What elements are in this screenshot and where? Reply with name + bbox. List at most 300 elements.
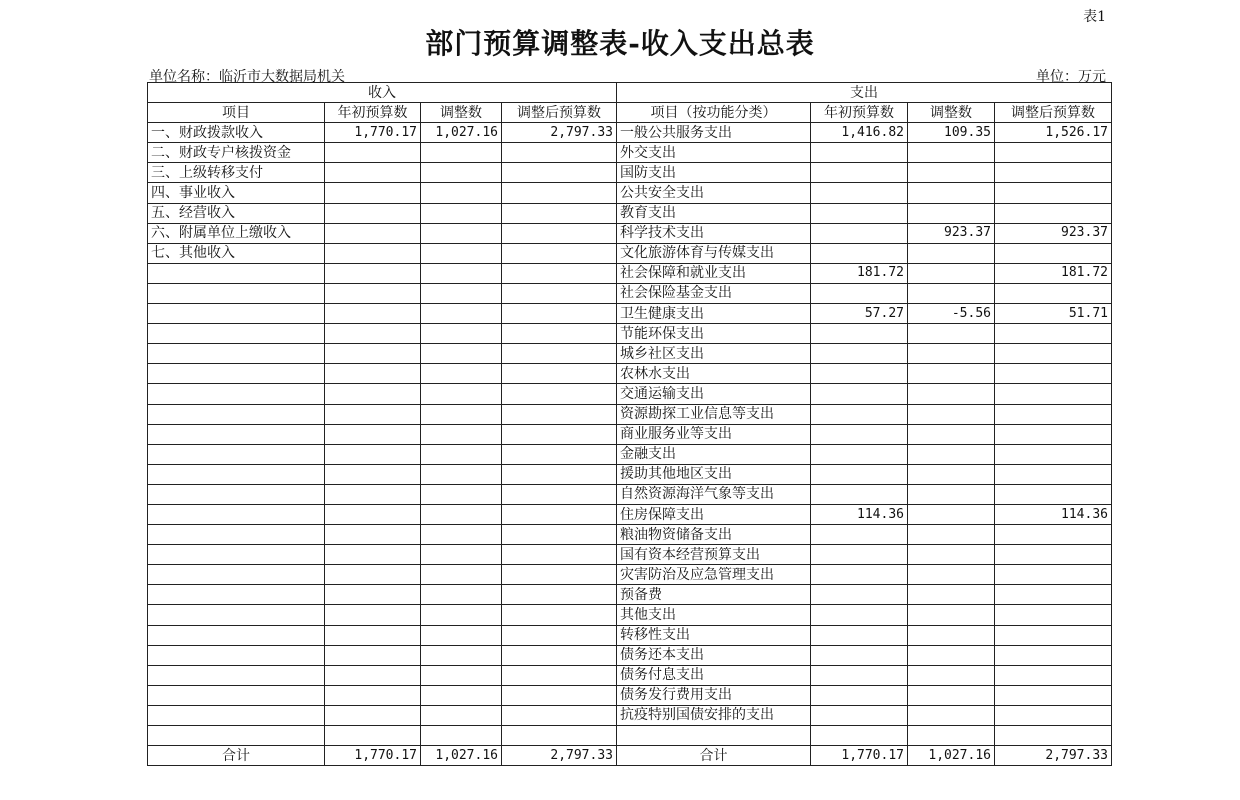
table-row (148, 705, 1112, 725)
table-row (148, 625, 1112, 645)
expense-initial-cell (811, 484, 908, 504)
income-adjusted-cell (502, 625, 617, 645)
unit-name-label: 单位名称：临沂市大数据局机关 (149, 69, 345, 85)
expense-item-cell: 抗疫特别国债安排的支出 (617, 705, 811, 725)
blank-row (148, 726, 1112, 746)
expense-adjusted-cell (995, 685, 1112, 705)
table-row (148, 484, 1112, 504)
empty-cell (617, 726, 811, 746)
expense-item-cell: 社会保险基金支出 (617, 283, 811, 303)
expense-initial-cell: 114.36 (811, 504, 908, 524)
income-initial-cell (325, 163, 421, 183)
empty-cell (908, 726, 995, 746)
table-row (148, 223, 1112, 243)
expense-initial-cell (811, 283, 908, 303)
expense-adjust-cell (908, 504, 995, 524)
income-adjusted-cell (502, 163, 617, 183)
income-adjusted-cell (502, 243, 617, 263)
income-adjusted-cell (502, 263, 617, 283)
column-header-income-item: 项目 (148, 103, 325, 123)
expense-item-cell: 农林水支出 (617, 364, 811, 384)
income-adjusted-cell (502, 404, 617, 424)
income-item-cell (148, 304, 325, 324)
expense-adjust-cell (908, 404, 995, 424)
expense-item-cell: 自然资源海洋气象等支出 (617, 484, 811, 504)
income-initial-cell (325, 324, 421, 344)
expense-initial-cell (811, 444, 908, 464)
income-initial-cell (325, 645, 421, 665)
expense-adjust-cell (908, 143, 995, 163)
table-row (148, 504, 1112, 524)
income-adjust-cell: 1,027.16 (421, 123, 502, 143)
expense-adjusted-cell (995, 464, 1112, 484)
income-adjust-cell (421, 424, 502, 444)
income-initial-cell (325, 243, 421, 263)
income-adjust-cell (421, 665, 502, 685)
expense-item-cell: 科学技术支出 (617, 223, 811, 243)
income-initial-cell (325, 545, 421, 565)
income-adjusted-cell (502, 484, 617, 504)
expense-adjust-cell (908, 545, 995, 565)
expense-initial-cell (811, 324, 908, 344)
income-item-cell (148, 424, 325, 444)
income-item-cell (148, 545, 325, 565)
column-header-income-initial: 年初预算数 (325, 103, 421, 123)
income-initial-cell (325, 444, 421, 464)
expense-initial-cell (811, 565, 908, 585)
income-adjust-cell (421, 223, 502, 243)
income-adjust-cell (421, 283, 502, 303)
income-item-cell (148, 585, 325, 605)
income-item-cell (148, 605, 325, 625)
income-adjust-cell (421, 685, 502, 705)
expense-initial-cell (811, 223, 908, 243)
expense-item-cell: 债务付息支出 (617, 665, 811, 685)
income-adjust-cell (421, 444, 502, 464)
income-item-cell (148, 444, 325, 464)
income-adjusted-cell (502, 344, 617, 364)
expense-item-cell: 援助其他地区支出 (617, 464, 811, 484)
income-adjusted-cell (502, 203, 617, 223)
expense-adjusted-cell (995, 404, 1112, 424)
income-initial-cell (325, 585, 421, 605)
expense-adjust-cell (908, 183, 995, 203)
expense-adjusted-cell (995, 525, 1112, 545)
table-row (148, 283, 1112, 303)
table-row (148, 404, 1112, 424)
table-row (148, 364, 1112, 384)
income-adjust-cell (421, 525, 502, 545)
expense-adjusted-cell: 51.71 (995, 304, 1112, 324)
income-initial-cell (325, 183, 421, 203)
income-initial-cell (325, 344, 421, 364)
expense-adjust-cell (908, 283, 995, 303)
income-adjust-cell (421, 364, 502, 384)
expense-initial-cell (811, 645, 908, 665)
expense-adjust-cell (908, 625, 995, 645)
table-row (148, 444, 1112, 464)
expense-initial-cell (811, 525, 908, 545)
expense-adjust-cell (908, 705, 995, 725)
expense-item-cell: 文化旅游体育与传媒支出 (617, 243, 811, 263)
income-adjusted-cell: 2,797.33 (502, 123, 617, 143)
expense-item-cell: 商业服务业等支出 (617, 424, 811, 444)
table-row (148, 685, 1112, 705)
income-initial-cell (325, 464, 421, 484)
income-section-header: 收入 (148, 83, 617, 103)
income-item-cell (148, 645, 325, 665)
expense-initial-cell: 181.72 (811, 263, 908, 283)
column-header-expense-initial: 年初预算数 (811, 103, 908, 123)
total-row (148, 746, 1112, 766)
empty-cell (421, 726, 502, 746)
expense-adjust-cell: -5.56 (908, 304, 995, 324)
income-adjust-cell (421, 464, 502, 484)
income-adjusted-cell (502, 304, 617, 324)
expense-adjusted-cell (995, 384, 1112, 404)
expense-adjusted-cell (995, 565, 1112, 585)
empty-cell (811, 726, 908, 746)
income-adjust-cell (421, 545, 502, 565)
income-adjust-cell (421, 605, 502, 625)
expense-item-cell: 公共安全支出 (617, 183, 811, 203)
expense-adjusted-cell (995, 203, 1112, 223)
expense-adjusted-cell: 1,526.17 (995, 123, 1112, 143)
income-initial-cell (325, 364, 421, 384)
income-adjusted-cell (502, 545, 617, 565)
table-row (148, 243, 1112, 263)
currency-unit-label: 单位：万元 (1036, 69, 1106, 85)
table-row (148, 324, 1112, 344)
income-initial-cell (325, 424, 421, 444)
income-initial-cell (325, 263, 421, 283)
income-item-cell (148, 625, 325, 645)
income-adjust-cell (421, 304, 502, 324)
expense-adjusted-cell (995, 324, 1112, 344)
expense-item-cell: 城乡社区支出 (617, 344, 811, 364)
income-adjusted-cell (502, 525, 617, 545)
expense-adjust-cell (908, 605, 995, 625)
income-adjust-cell (421, 384, 502, 404)
table-row (148, 203, 1112, 223)
expense-initial-cell (811, 605, 908, 625)
expense-initial-cell (811, 203, 908, 223)
expense-adjust-cell (908, 203, 995, 223)
expense-initial-cell: 1,416.82 (811, 123, 908, 143)
income-adjusted-cell (502, 183, 617, 203)
expense-initial-cell (811, 384, 908, 404)
table-row (148, 344, 1112, 364)
income-initial-cell (325, 484, 421, 504)
expense-item-cell: 国防支出 (617, 163, 811, 183)
expense-adjust-cell (908, 585, 995, 605)
expense-adjusted-cell: 114.36 (995, 504, 1112, 524)
income-adjusted-cell (502, 324, 617, 344)
income-adjusted-cell (502, 464, 617, 484)
income-adjust-cell (421, 163, 502, 183)
income-total-initial: 1,770.17 (325, 746, 421, 766)
expense-adjust-cell (908, 163, 995, 183)
column-header-expense-adjust: 调整数 (908, 103, 995, 123)
column-header-expense-item: 项目（按功能分类） (617, 103, 811, 123)
table-row (148, 183, 1112, 203)
expense-adjust-cell (908, 384, 995, 404)
income-item-cell: 一、财政拨款收入 (148, 123, 325, 143)
income-adjusted-cell (502, 223, 617, 243)
expense-adjusted-cell (995, 605, 1112, 625)
expense-initial-cell (811, 585, 908, 605)
income-adjust-cell (421, 625, 502, 645)
income-item-cell (148, 464, 325, 484)
income-initial-cell (325, 665, 421, 685)
income-adjust-cell (421, 344, 502, 364)
expense-adjusted-cell (995, 444, 1112, 464)
income-item-cell (148, 685, 325, 705)
income-adjusted-cell (502, 283, 617, 303)
expense-initial-cell (811, 404, 908, 424)
expense-adjust-cell (908, 424, 995, 444)
income-initial-cell (325, 223, 421, 243)
expense-adjust-cell (908, 525, 995, 545)
table-row (148, 123, 1112, 143)
empty-cell (148, 726, 325, 746)
expense-adjust-cell (908, 464, 995, 484)
expense-adjust-cell (908, 344, 995, 364)
table-row (148, 525, 1112, 545)
expense-item-cell: 国有资本经营预算支出 (617, 545, 811, 565)
expense-adjust-cell (908, 484, 995, 504)
expense-item-cell: 其他支出 (617, 605, 811, 625)
income-adjust-cell (421, 263, 502, 283)
expense-total-adjusted: 2,797.33 (995, 746, 1112, 766)
income-adjust-cell (421, 504, 502, 524)
expense-total-adjust: 1,027.16 (908, 746, 995, 766)
income-item-cell (148, 665, 325, 685)
expense-adjusted-cell (995, 183, 1112, 203)
income-item-cell: 七、其他收入 (148, 243, 325, 263)
income-adjust-cell (421, 203, 502, 223)
income-adjust-cell (421, 565, 502, 585)
expense-adjust-cell: 109.35 (908, 123, 995, 143)
expense-total-label: 合计 (617, 746, 811, 766)
expense-item-cell: 资源勘探工业信息等支出 (617, 404, 811, 424)
expense-initial-cell: 57.27 (811, 304, 908, 324)
income-adjusted-cell (502, 143, 617, 163)
income-initial-cell: 1,770.17 (325, 123, 421, 143)
expense-item-cell: 债务还本支出 (617, 645, 811, 665)
income-item-cell: 二、财政专户核拨资金 (148, 143, 325, 163)
expense-item-cell: 预备费 (617, 585, 811, 605)
expense-item-cell: 一般公共服务支出 (617, 123, 811, 143)
income-initial-cell (325, 605, 421, 625)
income-adjusted-cell (502, 504, 617, 524)
income-item-cell: 三、上级转移支付 (148, 163, 325, 183)
income-item-cell (148, 565, 325, 585)
income-item-cell (148, 283, 325, 303)
expense-adjusted-cell (995, 283, 1112, 303)
table-row (148, 605, 1112, 625)
income-initial-cell (325, 685, 421, 705)
expense-adjusted-cell (995, 143, 1112, 163)
expense-adjust-cell (908, 685, 995, 705)
income-initial-cell (325, 203, 421, 223)
column-header-income-adjusted: 调整后预算数 (502, 103, 617, 123)
income-adjust-cell (421, 243, 502, 263)
table-row (148, 384, 1112, 404)
expense-section-header: 支出 (617, 83, 1112, 103)
expense-initial-cell (811, 364, 908, 384)
income-total-adjusted: 2,797.33 (502, 746, 617, 766)
income-initial-cell (325, 143, 421, 163)
table-number: 表1 (1083, 9, 1106, 25)
income-initial-cell (325, 705, 421, 725)
table-row (148, 424, 1112, 444)
expense-adjust-cell: 923.37 (908, 223, 995, 243)
expense-item-cell: 社会保障和就业支出 (617, 263, 811, 283)
income-adjusted-cell (502, 665, 617, 685)
income-adjust-cell (421, 183, 502, 203)
expense-item-cell: 教育支出 (617, 203, 811, 223)
expense-initial-cell (811, 143, 908, 163)
income-item-cell (148, 344, 325, 364)
income-item-cell (148, 263, 325, 283)
table-row (148, 665, 1112, 685)
income-initial-cell (325, 565, 421, 585)
expense-adjust-cell (908, 324, 995, 344)
expense-adjusted-cell (995, 344, 1112, 364)
expense-item-cell: 转移性支出 (617, 625, 811, 645)
income-adjust-cell (421, 324, 502, 344)
column-header-expense-adjusted: 调整后预算数 (995, 103, 1112, 123)
table-row (148, 585, 1112, 605)
expense-initial-cell (811, 705, 908, 725)
expense-adjusted-cell (995, 665, 1112, 685)
budget-table (147, 82, 1112, 766)
expense-initial-cell (811, 464, 908, 484)
income-adjusted-cell (502, 384, 617, 404)
table-row (148, 163, 1112, 183)
expense-adjust-cell (908, 645, 995, 665)
income-item-cell (148, 504, 325, 524)
income-adjust-cell (421, 705, 502, 725)
expense-item-cell: 卫生健康支出 (617, 304, 811, 324)
income-adjust-cell (421, 404, 502, 424)
income-initial-cell (325, 283, 421, 303)
expense-adjusted-cell (995, 163, 1112, 183)
expense-initial-cell (811, 243, 908, 263)
expense-item-cell: 灾害防治及应急管理支出 (617, 565, 811, 585)
income-item-cell: 五、经营收入 (148, 203, 325, 223)
expense-adjusted-cell (995, 585, 1112, 605)
expense-item-cell: 交通运输支出 (617, 384, 811, 404)
expense-total-initial: 1,770.17 (811, 746, 908, 766)
income-adjusted-cell (502, 645, 617, 665)
income-initial-cell (325, 525, 421, 545)
income-adjusted-cell (502, 705, 617, 725)
expense-adjust-cell (908, 444, 995, 464)
income-adjust-cell (421, 585, 502, 605)
income-adjusted-cell (502, 605, 617, 625)
income-total-adjust: 1,027.16 (421, 746, 502, 766)
income-adjusted-cell (502, 444, 617, 464)
table-row (148, 263, 1112, 283)
income-adjust-cell (421, 484, 502, 504)
income-adjusted-cell (502, 585, 617, 605)
column-header-income-adjust: 调整数 (421, 103, 502, 123)
income-item-cell (148, 525, 325, 545)
income-item-cell (148, 705, 325, 725)
income-item-cell (148, 324, 325, 344)
income-item-cell: 六、附属单位上缴收入 (148, 223, 325, 243)
expense-initial-cell (811, 545, 908, 565)
expense-item-cell: 粮油物资储备支出 (617, 525, 811, 545)
expense-adjusted-cell (995, 645, 1112, 665)
expense-adjusted-cell (995, 545, 1112, 565)
empty-cell (325, 726, 421, 746)
expense-item-cell: 节能环保支出 (617, 324, 811, 344)
page-title: 部门预算调整表-收入支出总表 (425, 27, 815, 60)
expense-initial-cell (811, 344, 908, 364)
income-item-cell (148, 404, 325, 424)
expense-adjusted-cell (995, 625, 1112, 645)
expense-initial-cell (811, 163, 908, 183)
income-adjust-cell (421, 645, 502, 665)
expense-adjust-cell (908, 263, 995, 283)
expense-initial-cell (811, 625, 908, 645)
income-adjusted-cell (502, 685, 617, 705)
expense-adjusted-cell (995, 364, 1112, 384)
income-adjusted-cell (502, 364, 617, 384)
income-item-cell (148, 384, 325, 404)
income-adjusted-cell (502, 565, 617, 585)
empty-cell (995, 726, 1112, 746)
income-initial-cell (325, 404, 421, 424)
expense-initial-cell (811, 685, 908, 705)
income-initial-cell (325, 625, 421, 645)
expense-initial-cell (811, 183, 908, 203)
income-initial-cell (325, 504, 421, 524)
expense-adjusted-cell: 181.72 (995, 263, 1112, 283)
income-item-cell (148, 484, 325, 504)
table-row (148, 304, 1112, 324)
income-initial-cell (325, 304, 421, 324)
expense-initial-cell (811, 665, 908, 685)
expense-adjusted-cell: 923.37 (995, 223, 1112, 243)
expense-adjusted-cell (995, 424, 1112, 444)
expense-adjusted-cell (995, 243, 1112, 263)
expense-adjusted-cell (995, 484, 1112, 504)
expense-item-cell: 金融支出 (617, 444, 811, 464)
expense-adjust-cell (908, 364, 995, 384)
expense-adjust-cell (908, 243, 995, 263)
table-row (148, 143, 1112, 163)
income-adjust-cell (421, 143, 502, 163)
table-row (148, 464, 1112, 484)
expense-item-cell: 外交支出 (617, 143, 811, 163)
empty-cell (502, 726, 617, 746)
table-row (148, 565, 1112, 585)
expense-item-cell: 住房保障支出 (617, 504, 811, 524)
income-item-cell (148, 364, 325, 384)
expense-initial-cell (811, 424, 908, 444)
expense-adjusted-cell (995, 705, 1112, 725)
income-initial-cell (325, 384, 421, 404)
expense-adjust-cell (908, 665, 995, 685)
income-item-cell: 四、事业收入 (148, 183, 325, 203)
table-row (148, 645, 1112, 665)
income-adjusted-cell (502, 424, 617, 444)
income-total-label: 合计 (148, 746, 325, 766)
